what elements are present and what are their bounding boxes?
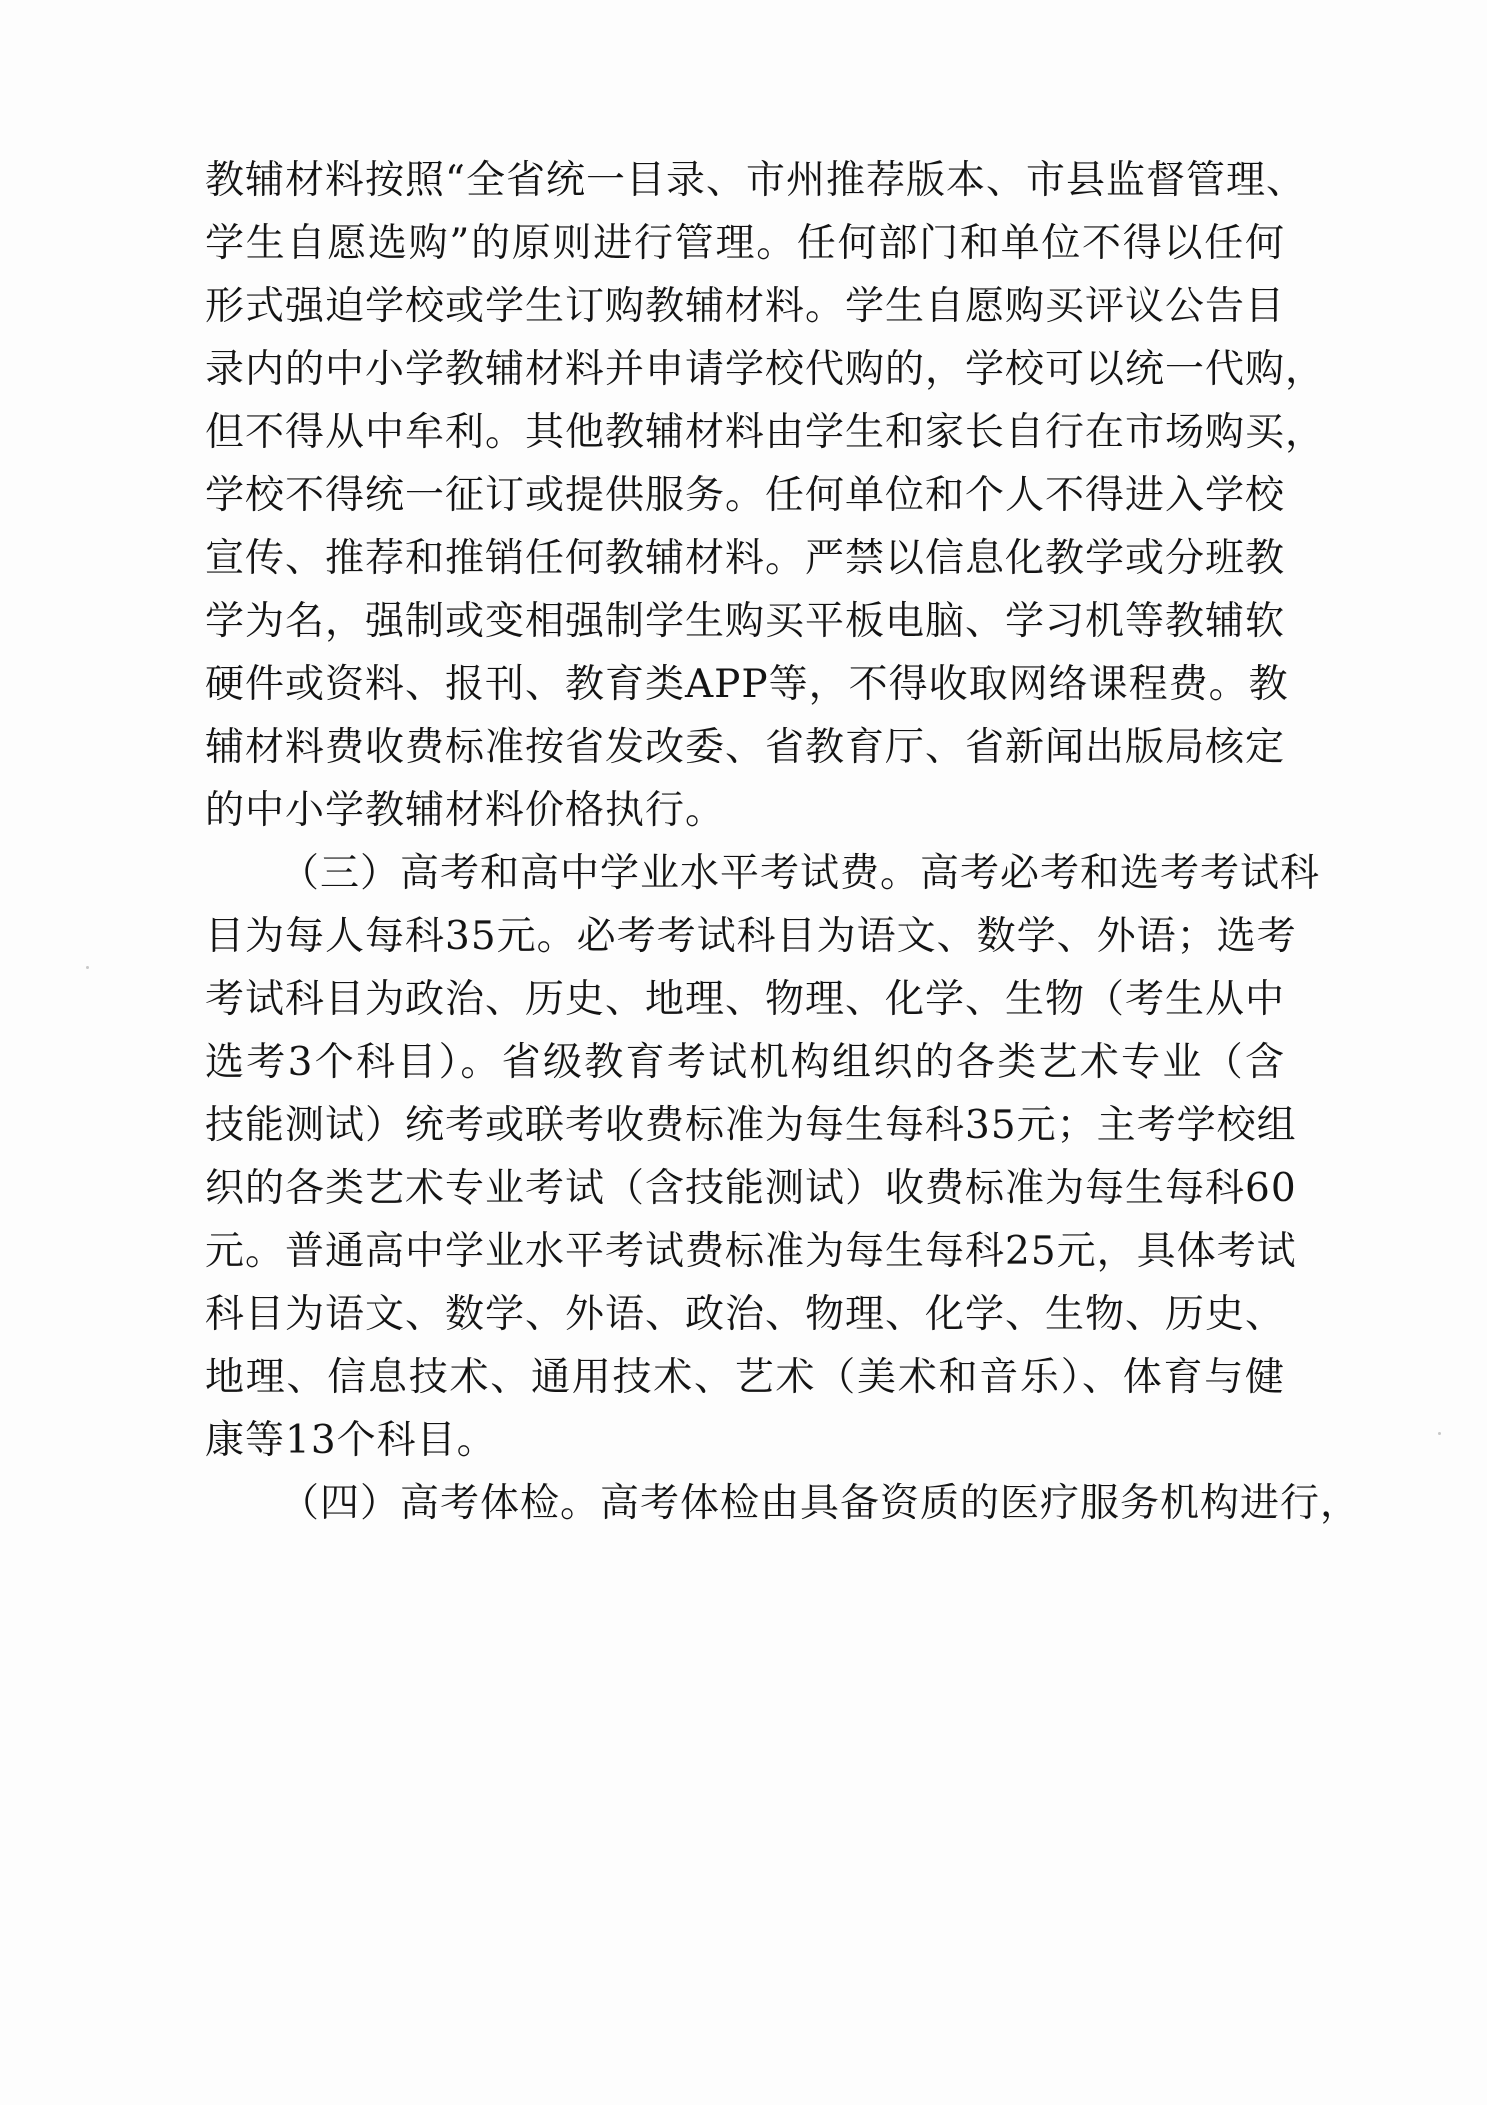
scan-speck <box>1438 1432 1441 1435</box>
body-text-line: 的中小学教辅材料价格执行。 <box>205 788 726 833</box>
section-heading-line: （四）高考体检。高考体检由具备资质的医疗服务机构进行， <box>280 1481 1361 1526</box>
body-text-line: 元。普通高中学业水平考试费标准为每生每科25元，具体考试 <box>205 1229 1297 1274</box>
body-text-line: 形式强迫学校或学生订购教辅材料。学生自愿购买评议公告目 <box>205 284 1286 329</box>
body-text-line: 录内的中小学教辅材料并申请学校代购的，学校可以统一代购， <box>205 347 1326 392</box>
body-text-line: 学校不得统一征订或提供服务。任何单位和个人不得进入学校 <box>205 473 1286 518</box>
body-text-line: 教辅材料按照“全省统一目录、市州推荐版本、市县监督管理、 <box>205 158 1306 203</box>
body-text-line: 学为名，强制或变相强制学生购买平板电脑、学习机等教辅软 <box>205 599 1286 644</box>
body-text-line: 康等13个科目。 <box>205 1418 497 1463</box>
body-text-line: 地理、信息技术、通用技术、艺术（美术和音乐）、体育与健 <box>205 1355 1285 1400</box>
section-heading-line: （三）高考和高中学业水平考试费。高考必考和选考考试科 <box>280 851 1321 896</box>
body-text-line: 技能测试）统考或联考收费标准为每生每科35元；主考学校组 <box>205 1103 1297 1148</box>
scan-speck <box>86 966 89 969</box>
body-text-line: 目为每人每科35元。必考考试科目为语文、数学、外语；选考 <box>205 914 1297 959</box>
body-text-line: 宣传、推荐和推销任何教辅材料。严禁以信息化教学或分班教 <box>205 536 1286 581</box>
body-text-line: 学生自愿选购”的原则进行管理。任何部门和单位不得以任何 <box>205 221 1285 266</box>
body-text-line: 考试科目为政治、历史、地理、物理、化学、生物（考生从中 <box>205 977 1286 1022</box>
body-text-line: 科目为语文、数学、外语、政治、物理、化学、生物、历史、 <box>205 1292 1286 1337</box>
body-text-line: 硬件或资料、报刊、教育类APP等，不得收取网络课程费。教 <box>205 662 1289 707</box>
body-text-line: 辅材料费收费标准按省发改委、省教育厅、省新闻出版局核定 <box>205 725 1286 770</box>
body-text-line: 选考3个科目）。省级教育考试机构组织的各类艺术专业（含 <box>205 1040 1285 1085</box>
body-text-line: 织的各类艺术专业考试（含技能测试）收费标准为每生每科60 <box>205 1166 1297 1211</box>
body-text-line: 但不得从中牟利。其他教辅材料由学生和家长自行在市场购买， <box>205 410 1326 455</box>
